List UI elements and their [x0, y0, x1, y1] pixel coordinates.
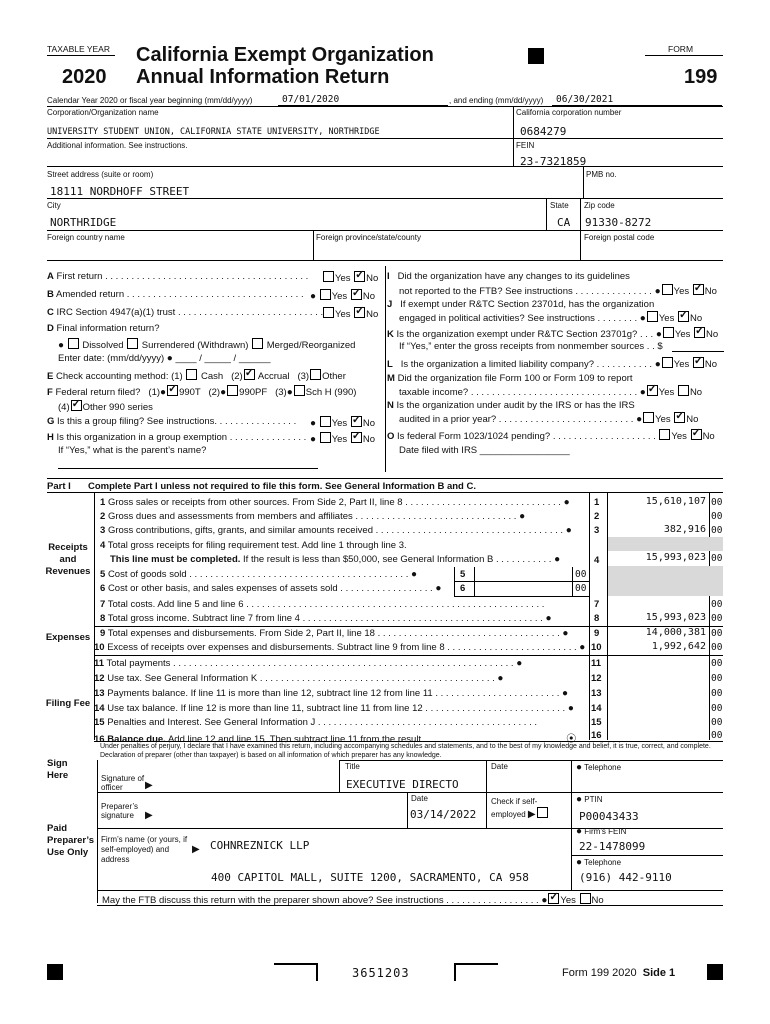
zip-label: Zip code — [584, 201, 615, 210]
question-l: L Is the organization a limited liability company? . . . . . . . . . . . ● Yes ✓ No — [387, 357, 717, 370]
question-c: C IRC Section 4947(a)(1) trust . . . . . . . . . . . . . . . . . . . . . . . . . . . . — [47, 307, 324, 318]
city-value[interactable]: NORTHRIDGE — [50, 216, 117, 229]
line-11-cents: 00 — [711, 658, 723, 669]
question-n-no-checkbox[interactable] — [674, 412, 685, 423]
title-label: Title — [345, 762, 360, 771]
registration-mark — [528, 48, 544, 64]
line-13-cents: 00 — [711, 688, 723, 699]
question-o: O Is federal Form 1023/1024 pending? . . . . . . . . . . . . . . . . . . . . Yes ✓ No — [387, 429, 715, 442]
question-m-line2: taxable income? . . . . . . . . . . . . . . . . . . . . . . . . . . . . . . . . ●✓ Yes No — [399, 385, 702, 398]
arrow-right-icon: ▶ — [192, 844, 200, 855]
line-15-text: 15 Penalties and Interest. See General Information J . . . . . . . . . . . . . . . . . . . . . . . . . . . . . . . . . . . . . . . . . . — [94, 717, 538, 728]
question-h: H Is this organization in a group exemption . . . . . . . . . . . . . . . — [47, 432, 307, 443]
line-13-text: 13 Payments balance. If line 11 is more than line 12, subtract line 12 from line 11 . . . . . . . . . . . . . . . . . . . . . . . . ● — [94, 688, 569, 699]
line-7-cents: 00 — [711, 599, 723, 610]
question-o-date: Date filed with IRS _________________ — [399, 445, 570, 456]
self-employed-checkbox[interactable] — [537, 807, 548, 818]
line-6-number: 6 — [460, 583, 466, 594]
line-10-number: 10 — [591, 642, 602, 653]
question-b-yes-checkbox[interactable] — [320, 289, 331, 300]
form-label: FORM — [668, 44, 694, 54]
line-14-text: 14 Use tax balance. If line 12 is more than line 11, subtract line 11 from line 12 . . . . . . . . . . . . . . . . . . . . . . . . . . . ● — [94, 703, 574, 714]
line-4-text: 4 Total gross receipts for filing requirement test. Add line 1 through line 3. — [100, 540, 407, 551]
line-10-cents: 00 — [711, 642, 723, 653]
period-begin-label: Calendar Year 2020 or fiscal year beginning (mm/dd/yyyy) — [47, 96, 253, 105]
zip-value[interactable]: 91330-8272 — [585, 216, 652, 229]
question-b: B Amended return . . . . . . . . . . . . . . . . . . . . . . . . . . . . . . . . . . — [47, 289, 304, 300]
receipts-revenues-label: Receipts and Revenues — [45, 542, 91, 577]
question-g-yes-checkbox[interactable] — [320, 416, 331, 427]
question-k-line2: If “Yes,” enter the gross receipts from nonmember sources . . $ — [399, 341, 663, 352]
foreign-country-label: Foreign country name — [47, 233, 125, 242]
line-8-amount[interactable]: 15,993,023 — [645, 612, 706, 623]
officer-title-value[interactable]: EXECUTIVE DIRECTO — [346, 778, 459, 791]
question-j: J If exempt under R&TC Section 23701d, has the organization — [387, 299, 655, 310]
period-begin-value[interactable]: 07/01/2020 — [282, 94, 340, 105]
registration-mark — [47, 964, 63, 980]
corp-number-value[interactable]: 0684279 — [520, 125, 567, 138]
preparer-date-value[interactable]: 03/14/2022 — [410, 808, 477, 821]
part1-label: Part I — [47, 481, 71, 492]
line-12-text: 12 Use tax. See General Information K . . . . . . . . . . . . . . . . . . . . . . . . . . . . . . . . . . . . . . . . . . . . . ● — [94, 673, 504, 684]
question-g-answers: ● Yes ✓ No — [310, 416, 375, 429]
corner-mark — [274, 963, 318, 981]
tax-year: 2020 — [62, 66, 107, 88]
line-2-number: 2 — [594, 511, 600, 522]
preparer-telephone-label: ● Telephone — [576, 857, 622, 868]
sign-date-label: Date — [491, 762, 508, 771]
sch-h-checkbox[interactable] — [294, 385, 305, 396]
discuss-no-checkbox[interactable] — [580, 893, 591, 904]
preparer-signature-label: Preparer’s signature — [101, 802, 139, 820]
street-label: Street address (suite or room) — [47, 170, 154, 179]
line-1-amount[interactable]: 15,610,107 — [645, 496, 706, 507]
taxable-year-label: TAXABLE YEAR — [47, 44, 110, 54]
question-g: G Is this a group filing? See instructions. . . . . . . . . . . . . . . . — [47, 416, 297, 427]
line-1-cents: 00 — [711, 497, 723, 508]
question-e: E Check accounting method: (1) Cash (2)✓ Accrual (3) Other — [47, 369, 346, 382]
question-f-4: (4)✓ Other 990 series — [58, 400, 153, 413]
question-h-yes-checkbox[interactable] — [320, 432, 331, 443]
org-name-label: Corporation/Organization name — [47, 108, 159, 117]
question-a-answers: Yes ✓ No — [322, 271, 378, 284]
line-14-cents: 00 — [711, 703, 723, 714]
firm-fein-label: ● Firm’s FEIN — [576, 826, 627, 837]
question-d-options: ● Dissolved Surrendered (Withdrawn) Merged/Reorganized — [58, 340, 356, 351]
state-label: State — [550, 201, 569, 210]
line-2-cents: 00 — [711, 511, 723, 522]
pmb-label: PMB no. — [586, 170, 617, 179]
corp-number-label: California corporation number — [516, 108, 622, 117]
discuss-yes-checkbox[interactable] — [548, 893, 559, 904]
question-d: D Final information return? — [47, 323, 160, 334]
line-4-amount[interactable]: 15,993,023 — [645, 552, 706, 563]
line-5-text: 5 Cost of goods sold . . . . . . . . . . . . . . . . . . . . . . . . . . . . . . . . . . . . . . . . . . ● — [100, 569, 418, 580]
form-number: 199 — [684, 66, 718, 88]
merged-checkbox[interactable] — [252, 338, 263, 349]
sign-telephone-label: ● Telephone — [576, 762, 622, 773]
form-title-line1: California Exempt Organization — [136, 44, 434, 66]
firm-name-value[interactable]: COHNREZNICK LLP — [210, 839, 310, 852]
cash-checkbox[interactable] — [186, 369, 197, 380]
arrow-right-icon: ▶ — [145, 780, 153, 791]
question-l-yes-checkbox[interactable] — [662, 357, 673, 368]
question-c-answers: Yes ✓ No — [322, 307, 378, 320]
line-16-text: 16 Balance due. Add line 12 and line 15. Then subtract line 11 from the result . . . . . . . . . . . . . . . . . . . . . . . . . . . ⦿ — [94, 734, 577, 745]
question-c-yes-checkbox[interactable] — [323, 307, 334, 318]
line-7-number: 7 — [594, 599, 600, 610]
additional-info-label: Additional information. See instructions. — [47, 141, 188, 150]
question-j-line2: engaged in political activities? See instructions . . . . . . . . ● Yes ✓ No — [399, 311, 702, 324]
question-b-no-checkbox[interactable] — [351, 289, 362, 300]
nonmember-receipts-field[interactable] — [672, 351, 724, 352]
firm-address-value[interactable]: 400 CAPITOL MALL, SUITE 1200, SACRAMENTO, CA 958 — [211, 871, 529, 884]
line-8-text: 8 Total gross income. Subtract line 7 from line 4 . . . . . . . . . . . . . . . . . . . . . . . . . . . . . . . . . . . . . . . . . . . . . . ● — [100, 613, 552, 624]
question-h-parent: If “Yes,” what is the parent’s name? — [58, 445, 207, 456]
question-a-no-checkbox[interactable] — [354, 271, 365, 282]
foreign-province-label: Foreign province/state/county — [316, 233, 421, 242]
parent-name-field[interactable] — [58, 468, 318, 469]
street-value[interactable]: 18111 NORDHOFF STREET — [50, 185, 190, 198]
question-o-no-checkbox[interactable] — [691, 429, 702, 440]
line-1-number: 1 — [594, 497, 600, 508]
line-3-amount[interactable]: 382,916 — [663, 524, 706, 535]
question-m-yes-checkbox[interactable] — [647, 385, 658, 396]
question-n-line2: audited in a prior year? . . . . . . . . . . . . . . . . . . . . . . . . . . ● Yes ✓ No — [399, 412, 698, 425]
question-j-no-checkbox[interactable] — [678, 311, 689, 322]
line-8-number: 8 — [594, 613, 600, 624]
filing-fee-label: Filing Fee — [45, 698, 91, 709]
line-6-cents: 00 — [575, 583, 587, 594]
question-k: K Is the organization exempt under R&TC Section 23701g? . . . ● Yes ✓ No — [387, 327, 718, 340]
line-12-number: 12 — [591, 673, 602, 684]
fein-value[interactable]: 23-7321859 — [520, 155, 587, 168]
other-990-checkbox[interactable] — [71, 400, 82, 411]
line-10-amount[interactable]: 1,992,642 — [651, 641, 706, 652]
foreign-postal-label: Foreign postal code — [584, 233, 655, 242]
question-l-no-checkbox[interactable] — [693, 357, 704, 368]
question-i: I Did the organization have any changes to its guidelines — [387, 271, 630, 282]
line-16-number: 16 — [591, 730, 602, 741]
question-a-yes-checkbox[interactable] — [323, 271, 334, 282]
line-9-number: 9 — [594, 628, 600, 639]
other-method-checkbox[interactable] — [310, 369, 321, 380]
paid-preparer-label: Paid Preparer’s Use Only — [47, 823, 95, 858]
state-value[interactable]: CA — [557, 216, 571, 229]
question-i-yes-checkbox[interactable] — [662, 284, 673, 295]
firm-fein-value[interactable]: 22-1478099 — [579, 840, 646, 853]
line-3-number: 3 — [594, 525, 600, 536]
question-n: N Is the organization under audit by the IRS or has the IRS — [387, 400, 635, 411]
question-j-yes-checkbox[interactable] — [647, 311, 658, 322]
question-b-answers: ● Yes ✓ No — [310, 289, 375, 302]
line-15-cents: 00 — [711, 717, 723, 728]
accrual-checkbox[interactable] — [244, 369, 255, 380]
form-code: 3651203 — [352, 966, 410, 980]
line-9-text: 9 Total expenses and disbursements. From Side 2, Part II, line 18 . . . . . . . . . . . . . . . . . . . . . . . . . . . . . . . . . . . ● — [100, 628, 569, 639]
corner-mark — [454, 963, 498, 981]
question-m-no-checkbox[interactable] — [678, 385, 689, 396]
question-g-no-checkbox[interactable] — [351, 416, 362, 427]
question-h-answers: ● Yes ✓ No — [310, 432, 375, 445]
question-h-no-checkbox[interactable] — [351, 432, 362, 443]
question-m: M Did the organization file Form 100 or Form 109 to report — [387, 373, 633, 384]
part1-heading: Complete Part I unless not required to file this form. See General Information B and C. — [88, 481, 476, 492]
firm-name-label: Firm’s name (or yours, if self-employed) and address — [101, 835, 188, 864]
line-9-amount[interactable]: 14,000,381 — [645, 627, 706, 638]
expenses-label: Expenses — [45, 632, 91, 643]
line-11-number: 11 — [591, 658, 602, 669]
line-1-text: 1 Gross sales or receipts from other sources. From Side 2, Part II, line 8 . . . . . . . . . . . . . . . . . . . . . . . . . . . . . . ● — [100, 497, 570, 508]
preparer-telephone-value[interactable]: (916) 442-9110 — [579, 871, 672, 884]
question-k-no-checkbox[interactable] — [694, 327, 705, 338]
city-label: City — [47, 201, 61, 210]
line-4-number: 4 — [594, 555, 600, 566]
sign-here-label: Sign Here — [47, 758, 69, 781]
line-7-text: 7 Total costs. Add line 5 and line 6 . . . . . . . . . . . . . . . . . . . . . . . . . . . . . . . . . . . . . . . . . . . . . . . . . . . . . . . . . — [100, 599, 545, 610]
discuss-question: May the FTB discuss this return with the preparer shown above? See instructions . . . . . . . . . . . . . . . . . . ●✓ Yes No — [102, 893, 604, 906]
line-10-text: 10 Excess of receipts over expenses and disbursements. Subtract line 9 from line 8 . . . . . . . . . . . . . . . . . . . . . . . . . ● — [94, 642, 586, 653]
dissolved-checkbox[interactable] — [68, 338, 79, 349]
registration-mark — [707, 964, 723, 980]
question-c-no-checkbox[interactable] — [354, 307, 365, 318]
org-name-value[interactable]: UNIVERSITY STUDENT UNION, CALIFORNIA STATE UNIVERSITY, NORTHRIDGE — [47, 127, 380, 137]
fein-label: FEIN — [516, 141, 535, 150]
question-i-line2: not reported to the FTB? See instructions . . . . . . . . . . . . . . . ● Yes ✓ No — [399, 284, 717, 297]
perjury-statement: Under penalties of perjury, I declare that I have examined this return, including accompanying schedules and statements, and to the best of my knowledge and belief, it is true, correct, and complete. Declaration of preparer (other than taxpayer) is based on all information of which preparer has any knowledge. — [100, 743, 711, 759]
surrendered-checkbox[interactable] — [127, 338, 138, 349]
question-o-yes-checkbox[interactable] — [659, 429, 670, 440]
line-11-text: 11 Total payments . . . . . . . . . . . . . . . . . . . . . . . . . . . . . . . . . . . . . . . . . . . . . . . . . . . . . . . . . . . . . . . . . ● — [94, 658, 523, 669]
line-5-cents: 00 — [575, 569, 587, 580]
line-8-cents: 00 — [711, 613, 723, 624]
question-n-yes-checkbox[interactable] — [643, 412, 654, 423]
arrow-right-icon: ▶ — [145, 810, 153, 821]
period-end-value[interactable]: 06/30/2021 — [556, 94, 614, 105]
line-12-cents: 00 — [711, 673, 723, 684]
ptin-value[interactable]: P00043433 — [579, 810, 639, 823]
line-4-cents: 00 — [711, 553, 723, 564]
ptin-label: ● PTIN — [576, 794, 603, 805]
preparer-date-label: Date — [411, 794, 428, 803]
signature-officer-label: Signature of officer — [101, 774, 145, 792]
line-5-number: 5 — [460, 569, 466, 580]
form-title-line2: Annual Information Return — [136, 66, 390, 88]
period-end-label: , and ending (mm/dd/yyyy) — [449, 96, 544, 105]
line-6-text: 6 Cost or other basis, and sales expenses of assets sold . . . . . . . . . . . . . . . . . . ● — [100, 583, 442, 594]
line-3-cents: 00 — [711, 525, 723, 536]
line-4-text2: This line must be completed. If the result is less than $50,000, see General Information B . . . . . . . . . . . ● — [110, 554, 561, 565]
self-employed-label: Check if self-employed ▶ — [491, 797, 569, 820]
990t-checkbox[interactable] — [167, 385, 178, 396]
line-2-text: 2 Gross dues and assessments from members and affiliates . . . . . . . . . . . . . . . . . . . . . . . . . . . . . . . ● — [100, 511, 526, 522]
line-16-target-icon: ⦿ — [566, 734, 577, 745]
question-i-no-checkbox[interactable] — [693, 284, 704, 295]
footer-form-side: Form 199 2020 Side 1 — [562, 967, 676, 979]
line-13-number: 13 — [591, 688, 602, 699]
line-16-cents: 00 — [711, 730, 723, 741]
question-d-date: Enter date: (mm/dd/yyyy) ● ____ / _____ / ______ — [58, 353, 271, 364]
990pf-checkbox[interactable] — [227, 385, 238, 396]
question-k-yes-checkbox[interactable] — [663, 327, 674, 338]
line-14-number: 14 — [591, 703, 602, 714]
line-9-cents: 00 — [711, 628, 723, 639]
question-a: A First return . . . . . . . . . . . . . . . . . . . . . . . . . . . . . . . . . . . . . . . — [47, 271, 309, 282]
question-f: F Federal return filed? (1)●✓ 990T (2)● 990PF (3)● Sch H (990) — [47, 385, 356, 398]
line-15-number: 15 — [591, 717, 602, 728]
line-3-text: 3 Gross contributions, gifts, grants, and similar amounts received . . . . . . . . . . . . . . . . . . . . . . . . . . . . . . . . . . . . ● — [100, 525, 572, 536]
